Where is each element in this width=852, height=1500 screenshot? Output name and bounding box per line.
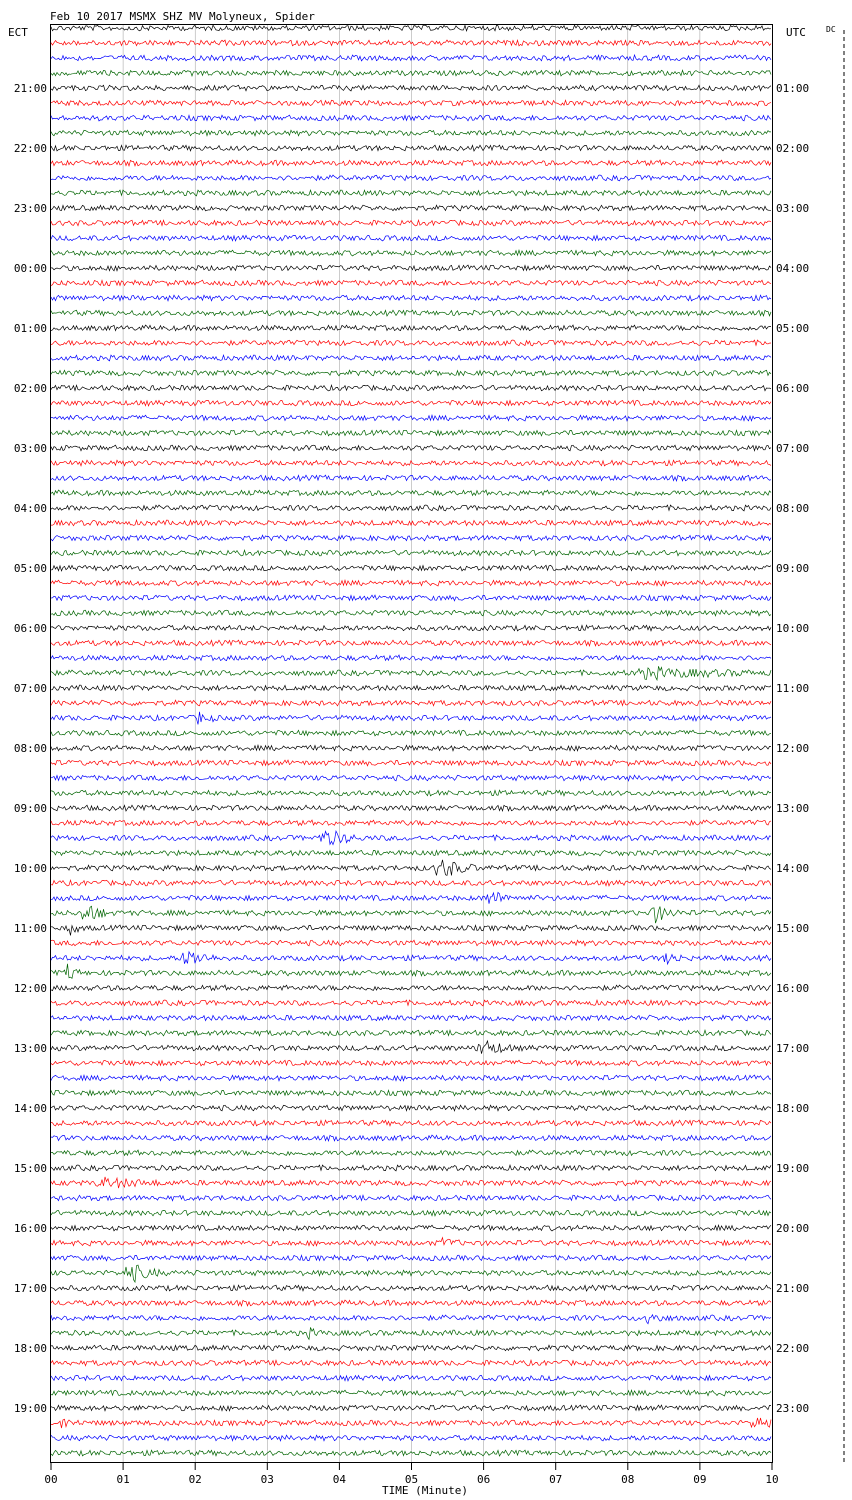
chart-title: Feb 10 2017 MSMX SHZ MV Molyneux, Spider	[50, 10, 315, 23]
seismic-trace	[51, 1030, 771, 1036]
seismic-trace	[51, 625, 771, 631]
x-axis-label: TIME (Minute)	[381, 1484, 469, 1497]
x-tick-label: 00	[44, 1473, 58, 1486]
seismic-trace	[51, 666, 771, 680]
right-hour-label: 18:00	[776, 1102, 810, 1115]
seismic-trace	[51, 235, 771, 241]
left-hour-label: 12:00	[13, 982, 47, 995]
left-hour-label: 06:00	[13, 622, 47, 635]
seismic-trace	[51, 280, 771, 286]
left-hour-label: 21:00	[13, 82, 47, 95]
seismic-trace	[51, 175, 771, 181]
seismic-trace	[51, 1041, 771, 1054]
right-hour-label: 19:00	[776, 1162, 810, 1175]
seismic-trace	[51, 1000, 771, 1006]
right-hour-label: 01:00	[776, 82, 810, 95]
x-tick-label: 03	[260, 1473, 274, 1486]
seismic-trace	[51, 70, 771, 76]
right-hour-label: 14:00	[776, 862, 810, 875]
seismic-trace	[51, 1090, 771, 1096]
right-hour-label: 05:00	[776, 322, 810, 335]
right-hour-label: 06:00	[776, 382, 810, 395]
x-tick-label: 01	[116, 1473, 130, 1486]
right-hour-labels	[776, 82, 809, 1415]
seismic-trace	[51, 985, 771, 991]
seismic-trace	[51, 355, 771, 361]
seismic-trace	[51, 685, 771, 691]
seismic-trace	[51, 445, 771, 451]
right-hour-label: 11:00	[776, 682, 810, 695]
x-tick-label: 04	[332, 1473, 347, 1486]
left-hour-label: 23:00	[13, 202, 47, 215]
seismic-trace	[51, 831, 771, 845]
seismic-trace	[51, 1135, 771, 1141]
seismic-trace	[51, 640, 771, 646]
seismic-trace	[51, 940, 771, 946]
x-axis-ticks	[44, 1463, 778, 1486]
seismic-trace	[51, 775, 771, 781]
right-hour-label: 17:00	[776, 1042, 810, 1055]
seismic-trace	[51, 925, 771, 935]
seismic-trace	[51, 1075, 771, 1081]
seismic-trace	[51, 850, 771, 856]
seismic-trace	[51, 430, 771, 436]
left-hour-label: 01:00	[13, 322, 47, 335]
seismic-trace	[51, 1120, 771, 1126]
seismic-trace	[51, 250, 771, 256]
left-hour-label: 02:00	[13, 382, 47, 395]
seismic-trace	[51, 325, 771, 331]
right-hour-label: 23:00	[776, 1402, 810, 1415]
seismic-trace	[51, 1285, 771, 1291]
left-hour-label: 00:00	[13, 262, 47, 275]
seismic-trace	[51, 1265, 771, 1282]
seismic-trace	[51, 205, 771, 211]
seismic-trace	[51, 610, 771, 616]
seismic-trace	[51, 160, 771, 166]
seismic-trace	[51, 964, 771, 979]
seismic-trace	[51, 1327, 771, 1339]
left-hour-label: 04:00	[13, 502, 47, 515]
seismic-trace	[51, 505, 771, 511]
right-hour-label: 10:00	[776, 622, 810, 635]
left-hour-label: 19:00	[13, 1402, 47, 1415]
seismic-trace	[51, 40, 771, 46]
right-timezone-label: UTC	[786, 26, 806, 39]
left-hour-label: 07:00	[13, 682, 47, 695]
seismic-trace	[51, 1345, 771, 1351]
right-hour-label: 03:00	[776, 202, 810, 215]
seismic-trace	[51, 460, 771, 466]
seismic-trace	[51, 1060, 771, 1066]
seismic-trace	[51, 1418, 771, 1428]
seismic-trace	[51, 55, 771, 61]
seismic-trace	[51, 370, 771, 376]
right-hour-label: 02:00	[776, 142, 810, 155]
x-tick-label: 09	[693, 1473, 707, 1486]
seismic-trace	[51, 745, 771, 751]
right-hour-label: 08:00	[776, 502, 810, 515]
seismic-trace	[51, 655, 771, 661]
seismic-trace	[51, 1105, 771, 1111]
seismic-trace	[51, 1405, 771, 1411]
left-hour-label: 05:00	[13, 562, 47, 575]
seismic-trace	[51, 1255, 771, 1261]
seismic-trace	[51, 1225, 771, 1231]
left-hour-label: 11:00	[13, 922, 47, 935]
seismic-trace	[51, 1390, 771, 1396]
dc-label: DC	[826, 25, 836, 34]
seismic-trace	[51, 25, 771, 31]
left-hour-label: 18:00	[13, 1342, 47, 1355]
right-hour-label: 04:00	[776, 262, 810, 275]
left-hour-labels	[14, 82, 47, 1415]
seismic-trace	[51, 385, 771, 391]
seismic-trace	[51, 790, 771, 796]
seismic-trace	[51, 1435, 771, 1441]
seismic-trace	[51, 220, 771, 226]
x-tick-label: 05	[404, 1473, 419, 1486]
seismic-trace	[51, 820, 771, 826]
x-tick-label: 10	[765, 1473, 779, 1486]
right-hour-label: 21:00	[776, 1282, 810, 1295]
seismic-trace	[51, 295, 771, 301]
left-hour-label: 10:00	[13, 862, 47, 875]
seismic-trace	[51, 400, 771, 406]
x-tick-label: 06	[476, 1473, 491, 1486]
seismic-trace	[51, 860, 771, 876]
seismic-trace	[51, 190, 771, 196]
seismic-trace	[51, 760, 771, 766]
x-tick-label: 07	[549, 1473, 563, 1486]
right-hour-label: 15:00	[776, 922, 810, 935]
left-hour-label: 17:00	[13, 1282, 47, 1295]
seismic-trace	[51, 712, 771, 725]
seismic-trace	[51, 1195, 771, 1201]
seismic-trace	[51, 1375, 771, 1381]
seismic-trace	[51, 1315, 771, 1324]
seismic-trace	[51, 1210, 771, 1216]
left-hour-label: 13:00	[13, 1042, 47, 1055]
seismic-trace	[51, 415, 771, 421]
seismic-trace	[51, 85, 771, 91]
seismic-trace	[51, 595, 771, 601]
seismic-trace	[51, 340, 771, 346]
right-hour-label: 22:00	[776, 1342, 810, 1355]
right-hour-label: 07:00	[776, 442, 810, 455]
seismic-trace	[51, 1150, 771, 1156]
seismic-trace	[51, 1450, 771, 1456]
left-hour-label: 08:00	[13, 742, 47, 755]
right-hour-label: 20:00	[776, 1222, 810, 1235]
left-hour-label: 14:00	[13, 1102, 47, 1115]
right-hour-label: 13:00	[776, 802, 810, 815]
seismic-trace	[51, 535, 771, 541]
seismic-trace	[51, 520, 771, 526]
seismic-trace	[51, 265, 771, 271]
seismic-trace	[51, 1015, 771, 1021]
seismic-trace	[51, 550, 771, 556]
left-timezone-label: ECT	[8, 26, 28, 39]
seismic-trace	[51, 1177, 771, 1188]
seismic-trace	[51, 115, 771, 121]
seismic-trace	[51, 1238, 771, 1246]
seismic-trace	[51, 1300, 771, 1306]
seismic-trace	[51, 1360, 771, 1366]
seismic-trace	[51, 490, 771, 496]
x-tick-label: 02	[188, 1473, 202, 1486]
right-hour-label: 09:00	[776, 562, 810, 575]
left-hour-label: 22:00	[13, 142, 47, 155]
seismic-trace	[51, 892, 771, 903]
seismic-trace	[51, 952, 771, 964]
seismic-trace	[51, 130, 771, 136]
left-hour-label: 09:00	[13, 802, 47, 815]
right-hour-label: 12:00	[776, 742, 810, 755]
seismic-trace	[51, 145, 771, 151]
seismic-trace	[51, 880, 771, 886]
seismic-trace	[51, 805, 771, 811]
seismic-trace	[51, 310, 771, 316]
seismic-trace	[51, 100, 771, 106]
left-hour-label: 15:00	[13, 1162, 47, 1175]
trace-group	[51, 25, 771, 1456]
right-hour-label: 16:00	[776, 982, 810, 995]
seismic-trace	[51, 580, 771, 586]
seismic-trace	[51, 475, 771, 481]
left-hour-label: 03:00	[13, 442, 47, 455]
seismic-trace	[51, 700, 771, 706]
seismic-trace	[51, 730, 771, 736]
left-hour-label: 16:00	[13, 1222, 47, 1235]
seismic-trace	[51, 1165, 771, 1171]
seismic-trace	[51, 906, 771, 923]
x-tick-label: 08	[621, 1473, 635, 1486]
seismic-trace	[51, 565, 771, 571]
